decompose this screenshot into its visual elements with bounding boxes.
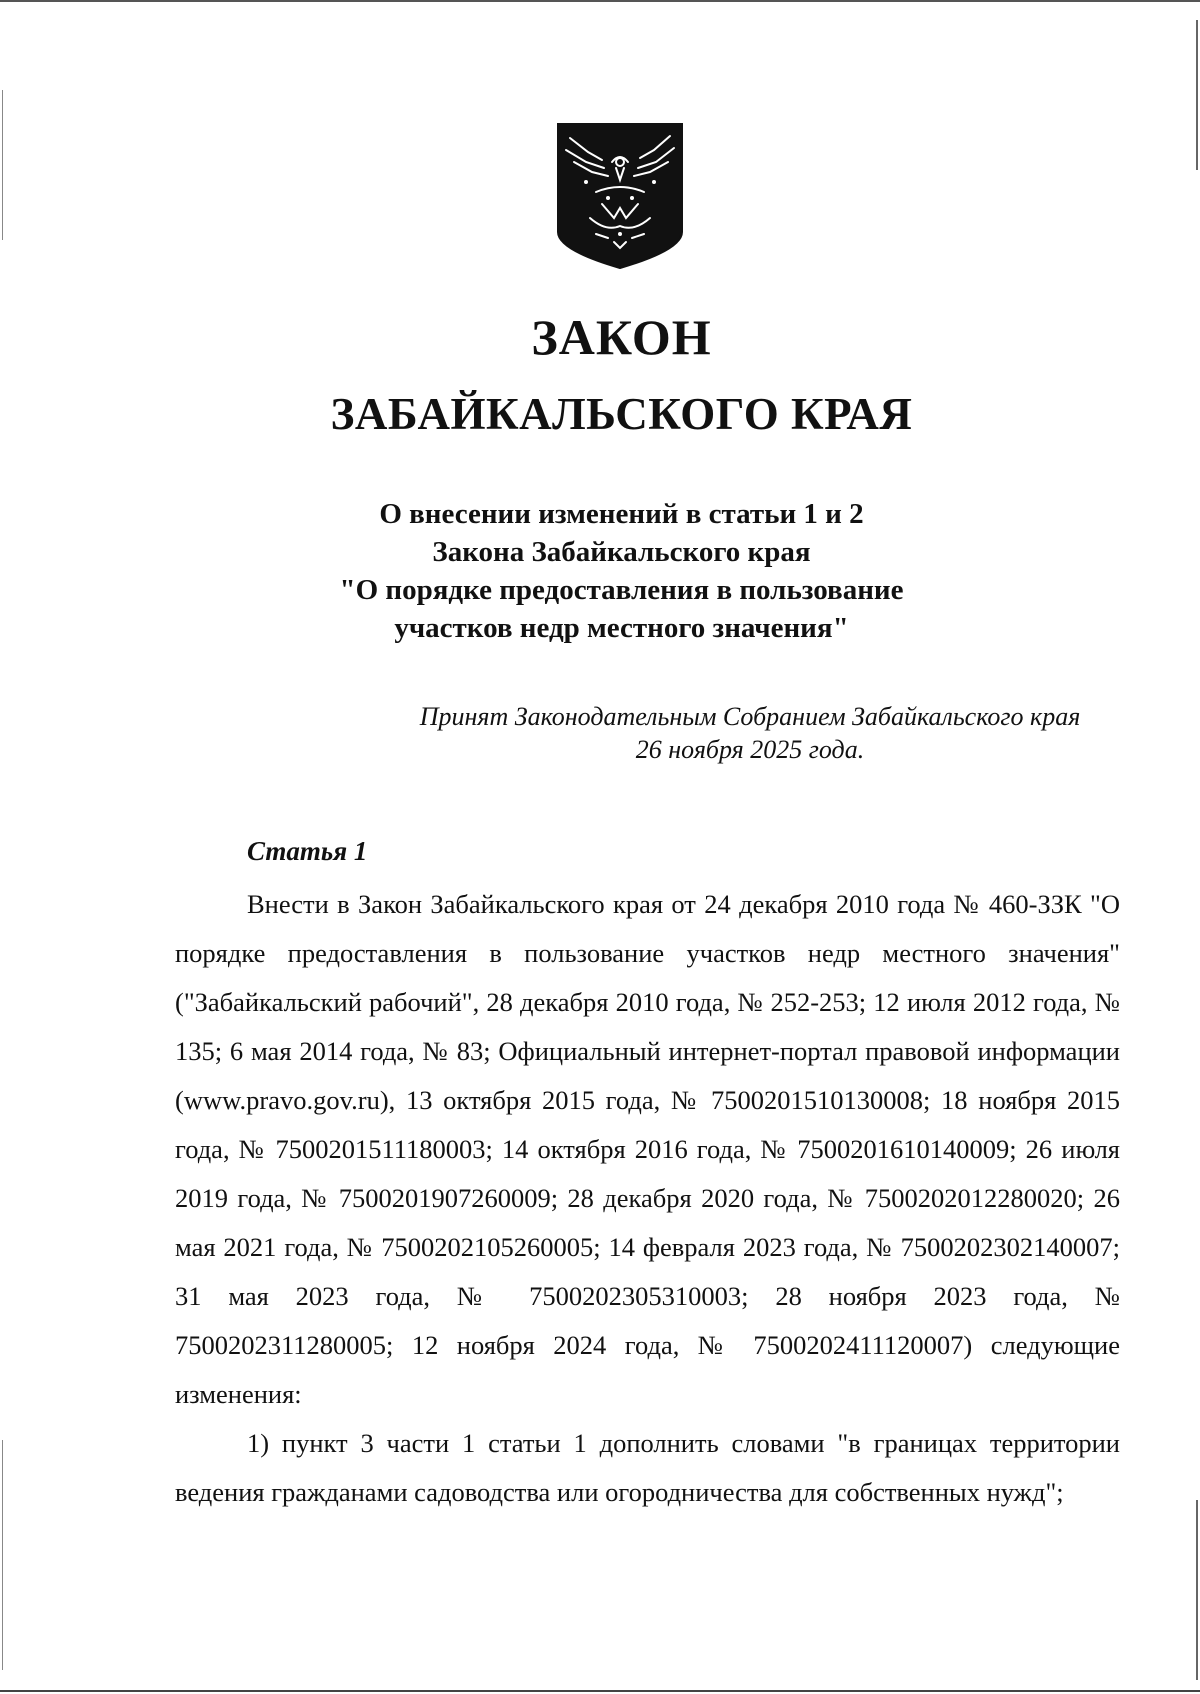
scan-border-right — [1196, 20, 1198, 170]
subtitle-line: О внесении изменений в статьи 1 и 2 — [379, 498, 864, 530]
scan-border-bottom — [0, 1690, 1200, 1692]
scan-border-left — [2, 90, 3, 240]
adoption-note — [0, 700, 1200, 766]
law-subtitle — [0, 495, 1200, 647]
adoption-date: 26 ноября 2025 года. — [635, 735, 865, 764]
coat-of-arms-emblem — [556, 122, 684, 270]
law-title: ЗАКОН — [531, 309, 712, 365]
subtitle-line: "О порядке предоставления в пользование — [339, 574, 904, 606]
article-paragraph: 1) пункт 3 части 1 статьи 1 дополнить словами "в границах территории ведения гражданами садоводства или огородничества для собственных нужд"; — [175, 1428, 1120, 1507]
article-paragraph: Внести в Закон Забайкальского края от 24 декабря 2010 года № 460-ЗЗК "О порядке предоставления в пользование участков недр местного значения" ("Забайкальский рабочий", 28 декабря 2010 года, № 252-253; 12 июля 2012 года, № 135; 6 мая 2014 года, № 83; Официальный интернет-портал правовой информации (www.pravo.gov.ru), 13 октября 2015 года, № 7500201510130008; 18 ноября 2015 года, № 7500201511180003; 14 октября 2016 года, № 7500201610140009; 26 июля 2019 года, № 7500201907260009; 28 декабря 2020 года, № 7500202012280020; 26 мая 2021 года, № 7500202105260005; 14 февраля 2023 года, № 7500202302140007; 31 мая 2023 года, № 7500202305310003; 28 ноября 2023 года, № 7500202311280005; 12 ноября 2024 года, № 7500202411120007) следующие изменения: — [175, 889, 1120, 1409]
adoption-line: Принят Законодательным Собранием Забайкальского края — [419, 702, 1081, 731]
article-heading: Статья 1 — [247, 836, 368, 866]
region-title: ЗАБАЙКАЛЬСКОГО КРАЯ — [330, 389, 913, 439]
subtitle-line: Закона Забайкальского края — [432, 536, 811, 568]
scan-border-left-2 — [2, 1440, 3, 1670]
scan-border-top — [0, 0, 1200, 2]
scan-border-right-2 — [1196, 1500, 1198, 1680]
article-body — [175, 880, 1120, 1517]
subtitle-line: участков недр местного значения" — [394, 612, 849, 644]
